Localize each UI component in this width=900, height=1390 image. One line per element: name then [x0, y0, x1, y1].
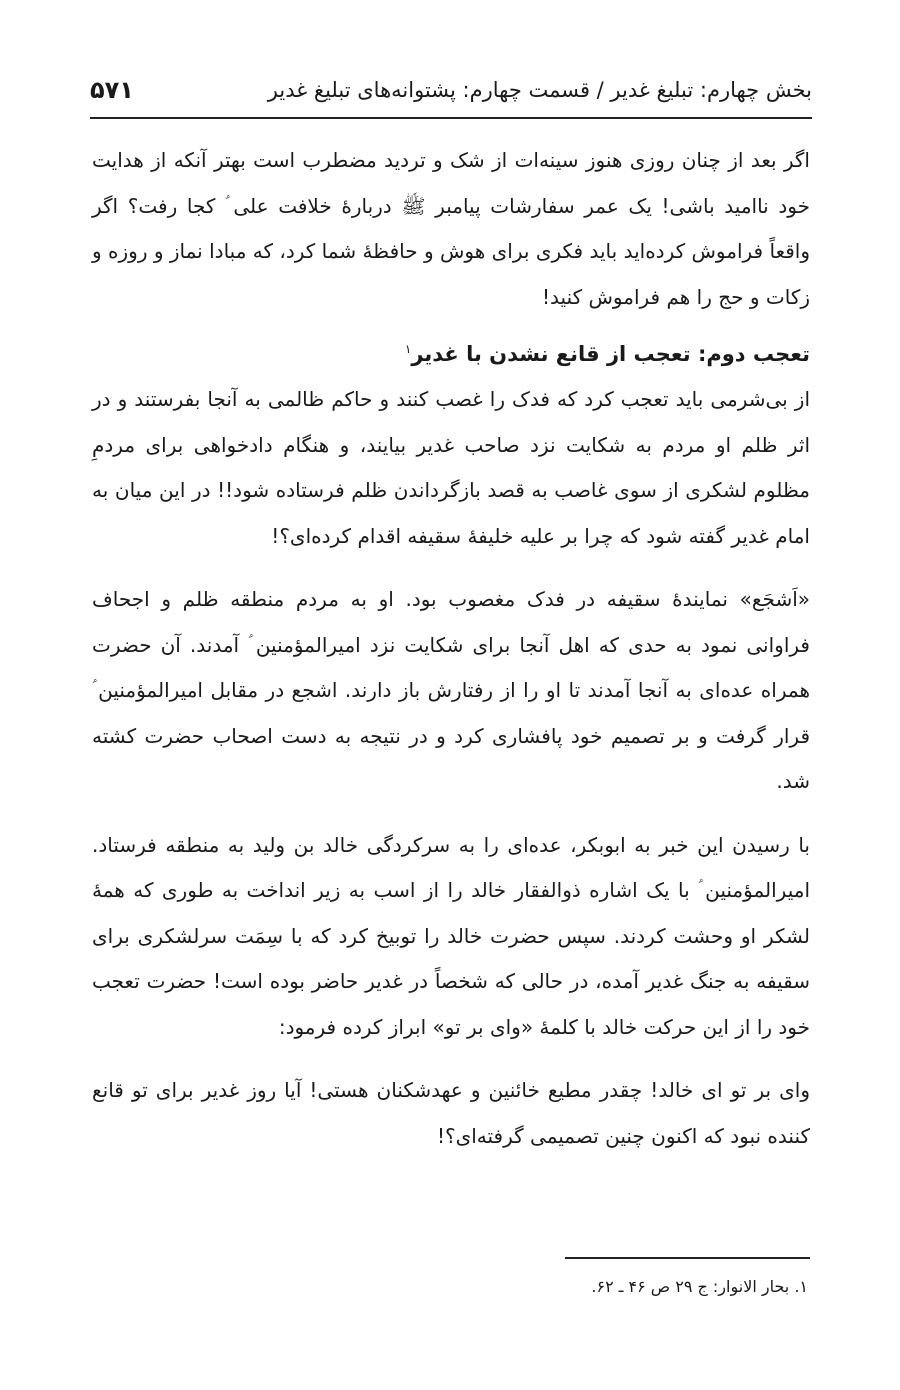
footnote-marker: ۱: [404, 342, 412, 356]
paragraph-4: با رسیدن این خبر به ابوبکر، عده‌ای را به سرکردگی خالد بن ولید به منطقه فرستاد. امیرالمؤمنین ؑ با یک اشاره ذوالفقار خالد را از اسب به زیر انداخت به طوری که همۀ لشکر او وحشت کردند. سپس حضرت خالد را توبیخ کرد که با سِمَت سرلشکری برای سقیفه به جنگ غدیر آمده، در حالی که شخصاً در غدیر حاضر بوده است! حضرت تعجب خود را از این حرکت خالد با کلمۀ «وای بر تو» ابراز کرده فرمود:: [92, 832, 810, 1039]
paragraph-gap: [92, 1050, 810, 1068]
paragraph-gap: [92, 805, 810, 823]
paragraph-gap: [92, 559, 810, 577]
header-title: بخش چهارم: تبلیغ غدیر / قسمت چهارم: پشتوانه‌های تبلیغ غدیر: [267, 78, 812, 102]
paragraph-3: «اَشجَع» نمایندۀ سقیفه در فدک مغصوب بود. او به مردم منطقه ظلم و اجحاف فراوانی نمود به حدی که اهل آنجا برای شکایت نزد امیرالمؤمنین ؑ آمدند. آن حضرت همراه عده‌ای به آنجا آمدند تا او را از رفتارش باز دارند. اشجع در مقابل امیرالمؤمنین ؑ قرار گرفت و بر تصمیم خود پافشاری کرد و در نتیجه به دست اصحاب حضرت کشته شد.: [92, 587, 810, 793]
paragraph-5: وای بر تو ای خالد! چقدر مطیع خائنین و عهدشکنان هستی! آیا روز غدیر برای تو قانع کننده نبود که اکنون چنین تصمیمی گرفته‌ای؟!: [92, 1078, 810, 1148]
paragraph-1: اگر بعد از چنان روزی هنوز سینه‌ات از شک و تردید مضطرب است بهتر آنکه از هدایت خود ناامید باشی! یک عمر سفارشات پیامبر ﷺ دربارۀ خلافت علی ؑ کجا رفت؟ اگر واقعاً فراموش کرده‌اید باید فکری برای هوش و حافظۀ شما کرد، که مبادا نماز و روزه و زکات و حج را هم فراموش کنید!: [92, 148, 810, 309]
page-body: [92, 138, 810, 1159]
paragraph-2: از بی‌شرمی باید تعجب کرد که فدک را غصب کنند و حاکم ظالمی به آنجا بفرستند و در اثر ظلم او مردم به شکایت نزد صاحب غدیر بیایند، و هنگام دادخواهی برای مردمِ مظلوم لشکری از سوی غاصب به قصد بازگرداندن ظلم فرستاده شود!! در این میان به امام غدیر گفته شود که چرا بر علیه خلیفۀ سقیفه اقدام کرده‌ای؟!: [92, 387, 810, 548]
page-number: ۵۷۱: [90, 76, 134, 104]
footnote: ۱. بحار الانوار: ج ۲۹ ص ۴۶ ـ ۶۲.: [591, 1277, 808, 1296]
footnote-divider: [565, 1257, 810, 1259]
running-header: [90, 70, 812, 116]
header-divider: [90, 117, 812, 119]
section-heading: [92, 326, 810, 377]
section-heading-text: تعجب دوم: تعجب از قانع نشدن با غدیر: [411, 342, 810, 366]
